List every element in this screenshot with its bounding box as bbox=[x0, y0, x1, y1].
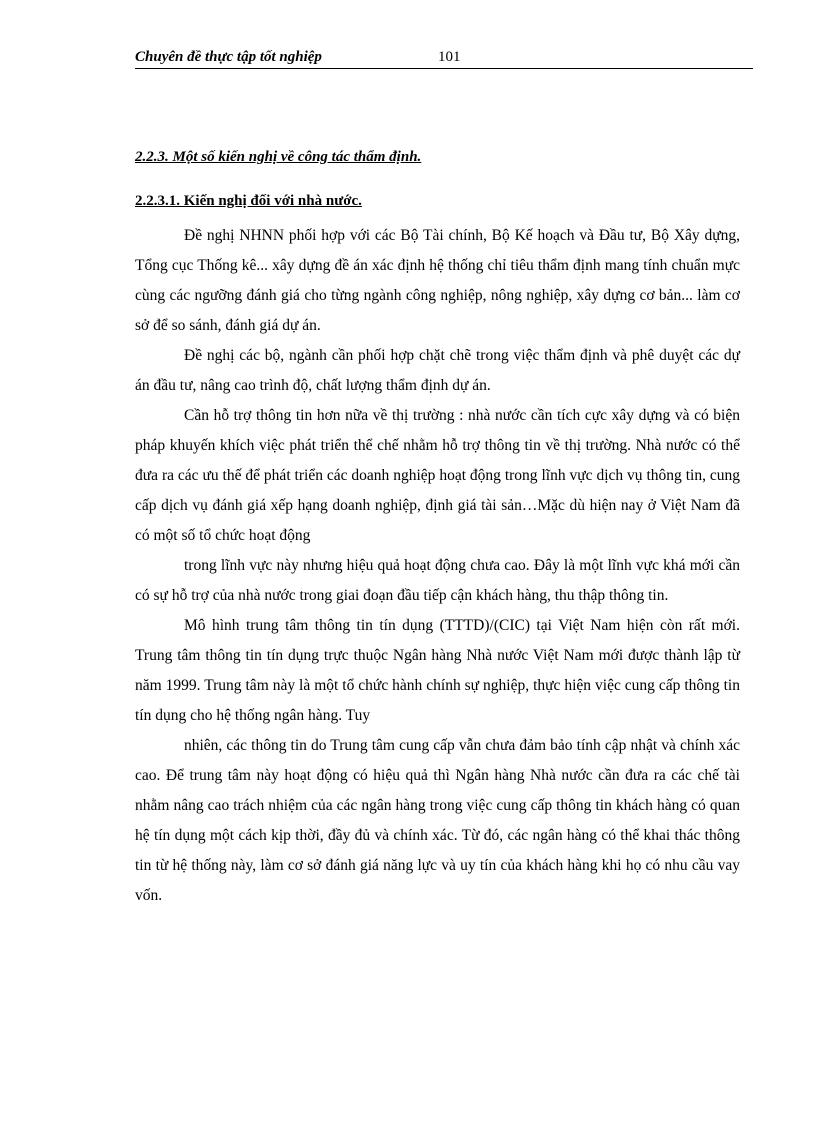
paragraph: nhiên, các thông tin do Trung tâm cung cấp vẫn chưa đảm bảo tính cập nhật và chính xác cao. Để trung tâm này hoạt động có hiệu quả thì Ngân hàng Nhà nước cần đưa ra các chế tài nhằm nâng cao trách nhiệm của các ngân hàng trong việc cung cấp thông tin khách hàng có quan hệ tín dụng một cách kịp thời, đầy đủ và chính xác. Từ đó, các ngân hàng có thể khai thác thông tin từ hệ thống này, làm cơ sở đánh giá năng lực và uy tín của khách hàng khi họ có nhu cầu vay vốn. bbox=[135, 737, 740, 904]
subsection-heading: 2.2.3.1. Kiến nghị đối với nhà nước. bbox=[135, 193, 362, 209]
paragraph: Đề nghị NHNN phối hợp với các Bộ Tài chính, Bộ Kế hoạch và Đầu tư, Bộ Xây dựng, Tổng cục Thống kê... xây dựng đề án xác định hệ thống chỉ tiêu thẩm định mang tính chuẩn mực cùng các ngưỡng đánh giá cho từng ngành công nghiệp, nông nghiệp, xây dựng cơ bản... làm cơ sở để so sánh, đánh giá dự án. bbox=[135, 227, 740, 334]
header-title: Chuyên đề thực tập tốt nghiệp bbox=[135, 49, 322, 65]
page-number: 101 bbox=[438, 49, 461, 65]
paragraph: Mô hình trung tâm thông tin tín dụng (TTTD)/(CIC) tại Việt Nam hiện còn rất mới. Trung tâm thông tin tín dụng trực thuộc Ngân hàng Nhà nước Việt Nam mới được thành lập từ năm 1999. Trung tâm này là một tổ chức hành chính sự nghiệp, thực hiện việc cung cấp thông tin tín dụng cho hệ thống ngân hàng. Tuy bbox=[135, 617, 740, 724]
paragraph: trong lĩnh vực này nhưng hiệu quả hoạt động chưa cao. Đây là một lĩnh vực khá mới cần có sự hỗ trợ của nhà nước trong giai đoạn đầu tiếp cận khách hàng, thu thập thông tin. bbox=[135, 557, 740, 604]
page-header bbox=[135, 48, 753, 69]
paragraph: Cần hỗ trợ thông tin hơn nữa về thị trường : nhà nước cần tích cực xây dựng và có biện pháp khuyến khích việc phát triển thể chế nhằm hỗ trợ thông tin về thị trường. Nhà nước có thể đưa ra các ưu thế để phát triển các doanh nghiệp hoạt động trong lĩnh vực dịch vụ thông tin, cung cấp dịch vụ đánh giá xếp hạng doanh nghiệp, định giá tài sản…Mặc dù hiện nay ở Việt Nam đã có một số tổ chức hoạt động bbox=[135, 407, 740, 544]
paragraph: Đề nghị các bộ, ngành cần phối hợp chặt chẽ trong việc thẩm định và phê duyệt các dự án đầu tư, nâng cao trình độ, chất lượng thẩm định dự án. bbox=[135, 347, 740, 394]
section-heading: 2.2.3. Một số kiến nghị về công tác thẩm định. bbox=[135, 149, 422, 165]
body-text bbox=[135, 221, 740, 911]
